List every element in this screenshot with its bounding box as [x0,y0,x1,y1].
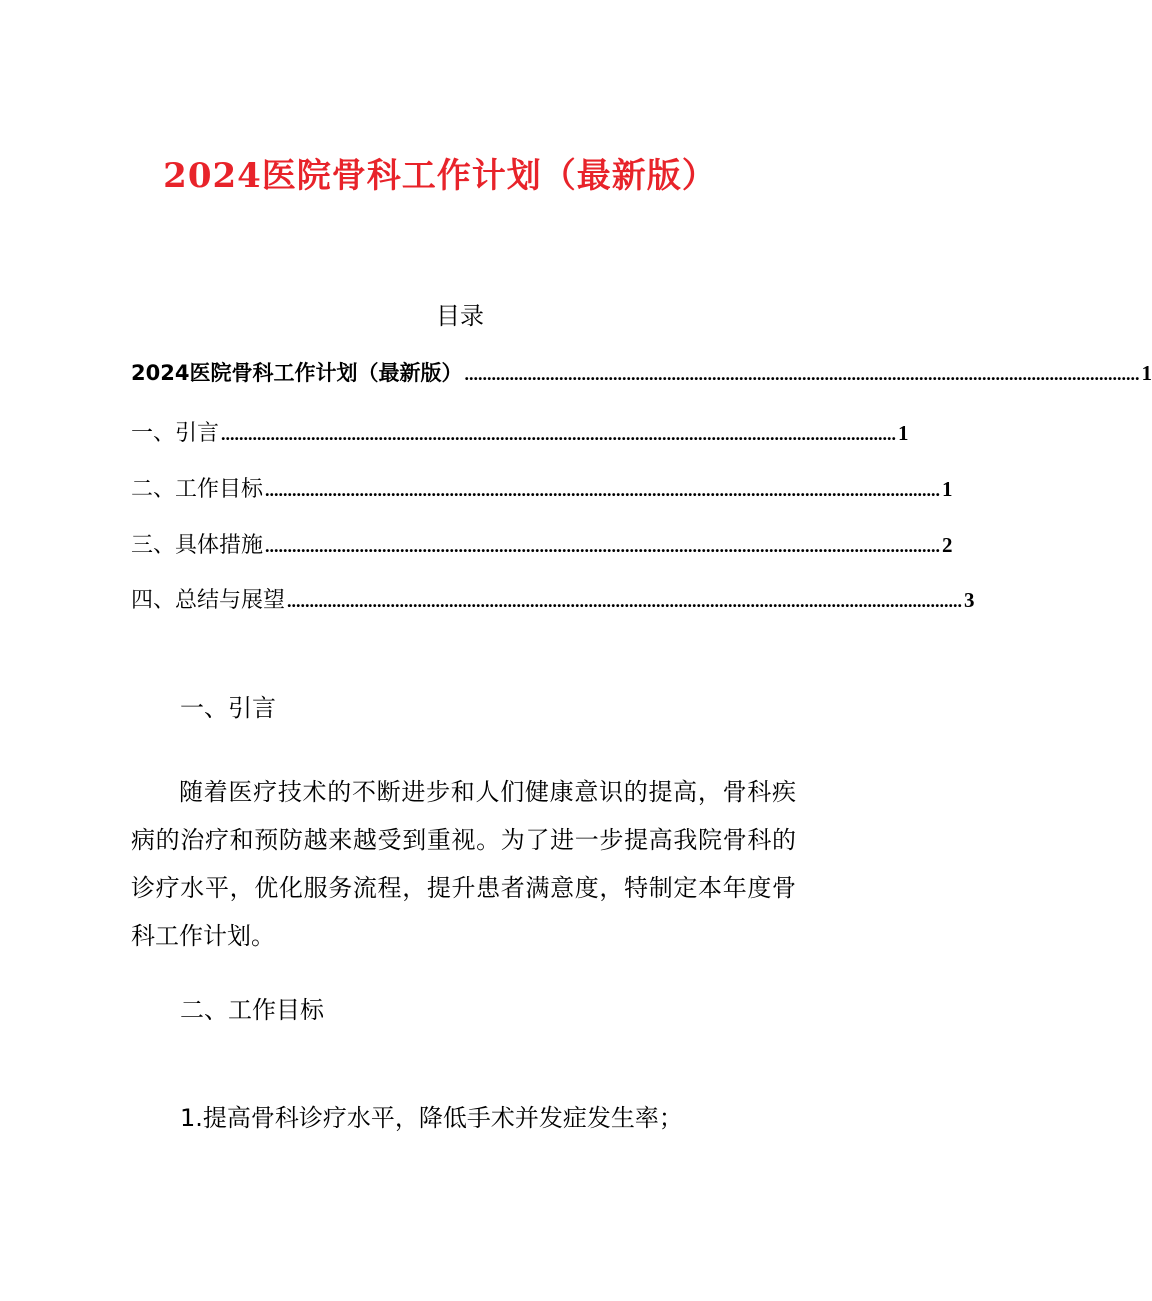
toc-entry-text: 一、引言 [131,421,220,446]
toc-page-number: 3 [964,588,975,612]
toc-entry-title[interactable] [131,357,1152,390]
toc-entry-introduction[interactable] [131,417,909,450]
toc-page-number: 1 [1141,361,1152,385]
toc-leader-dots: ...................................................................................................................................................... [265,536,941,556]
toc-entry-text: 四、总结与展望 [131,588,286,613]
toc-entry-text: 三、具体措施 [131,533,264,558]
toc-page-number: 1 [898,421,909,445]
toc-leader-dots: ...................................................................................................................................................... [221,424,897,444]
toc-entry-text: 二、工作目标 [131,477,264,502]
toc-page-number: 1 [942,477,953,501]
section-heading-goals: 二、工作目标 [180,996,324,1024]
toc-entry-summary[interactable] [131,584,975,617]
toc-entry-measures[interactable] [131,529,953,562]
document-title: 2024医院骨科工作计划（最新版） [163,156,717,196]
toc-entry-text: 2024医院骨科工作计划（最新版） [131,361,463,385]
toc-leader-dots: ...................................................................................................................................................... [265,480,941,500]
toc-entry-goals[interactable] [131,473,953,506]
section-heading-introduction: 一、引言 [180,694,276,722]
introduction-paragraph: 随着医疗技术的不断进步和人们健康意识的提高，骨科疾病的治疗和预防越来越受到重视。为了进一步提高我院骨科的诊疗水平，优化服务流程，提升患者满意度，特制定本年度骨科工作计划。 [131,778,796,950]
toc-page-number: 2 [942,533,953,557]
goal-item-1: 1.提高骨科诊疗水平，降低手术并发症发生率； [180,1104,683,1132]
toc-heading: 目录 [436,302,484,330]
toc-leader-dots: ...................................................................................................................................................... [464,364,1140,384]
toc-leader-dots: ...................................................................................................................................................... [287,591,963,611]
